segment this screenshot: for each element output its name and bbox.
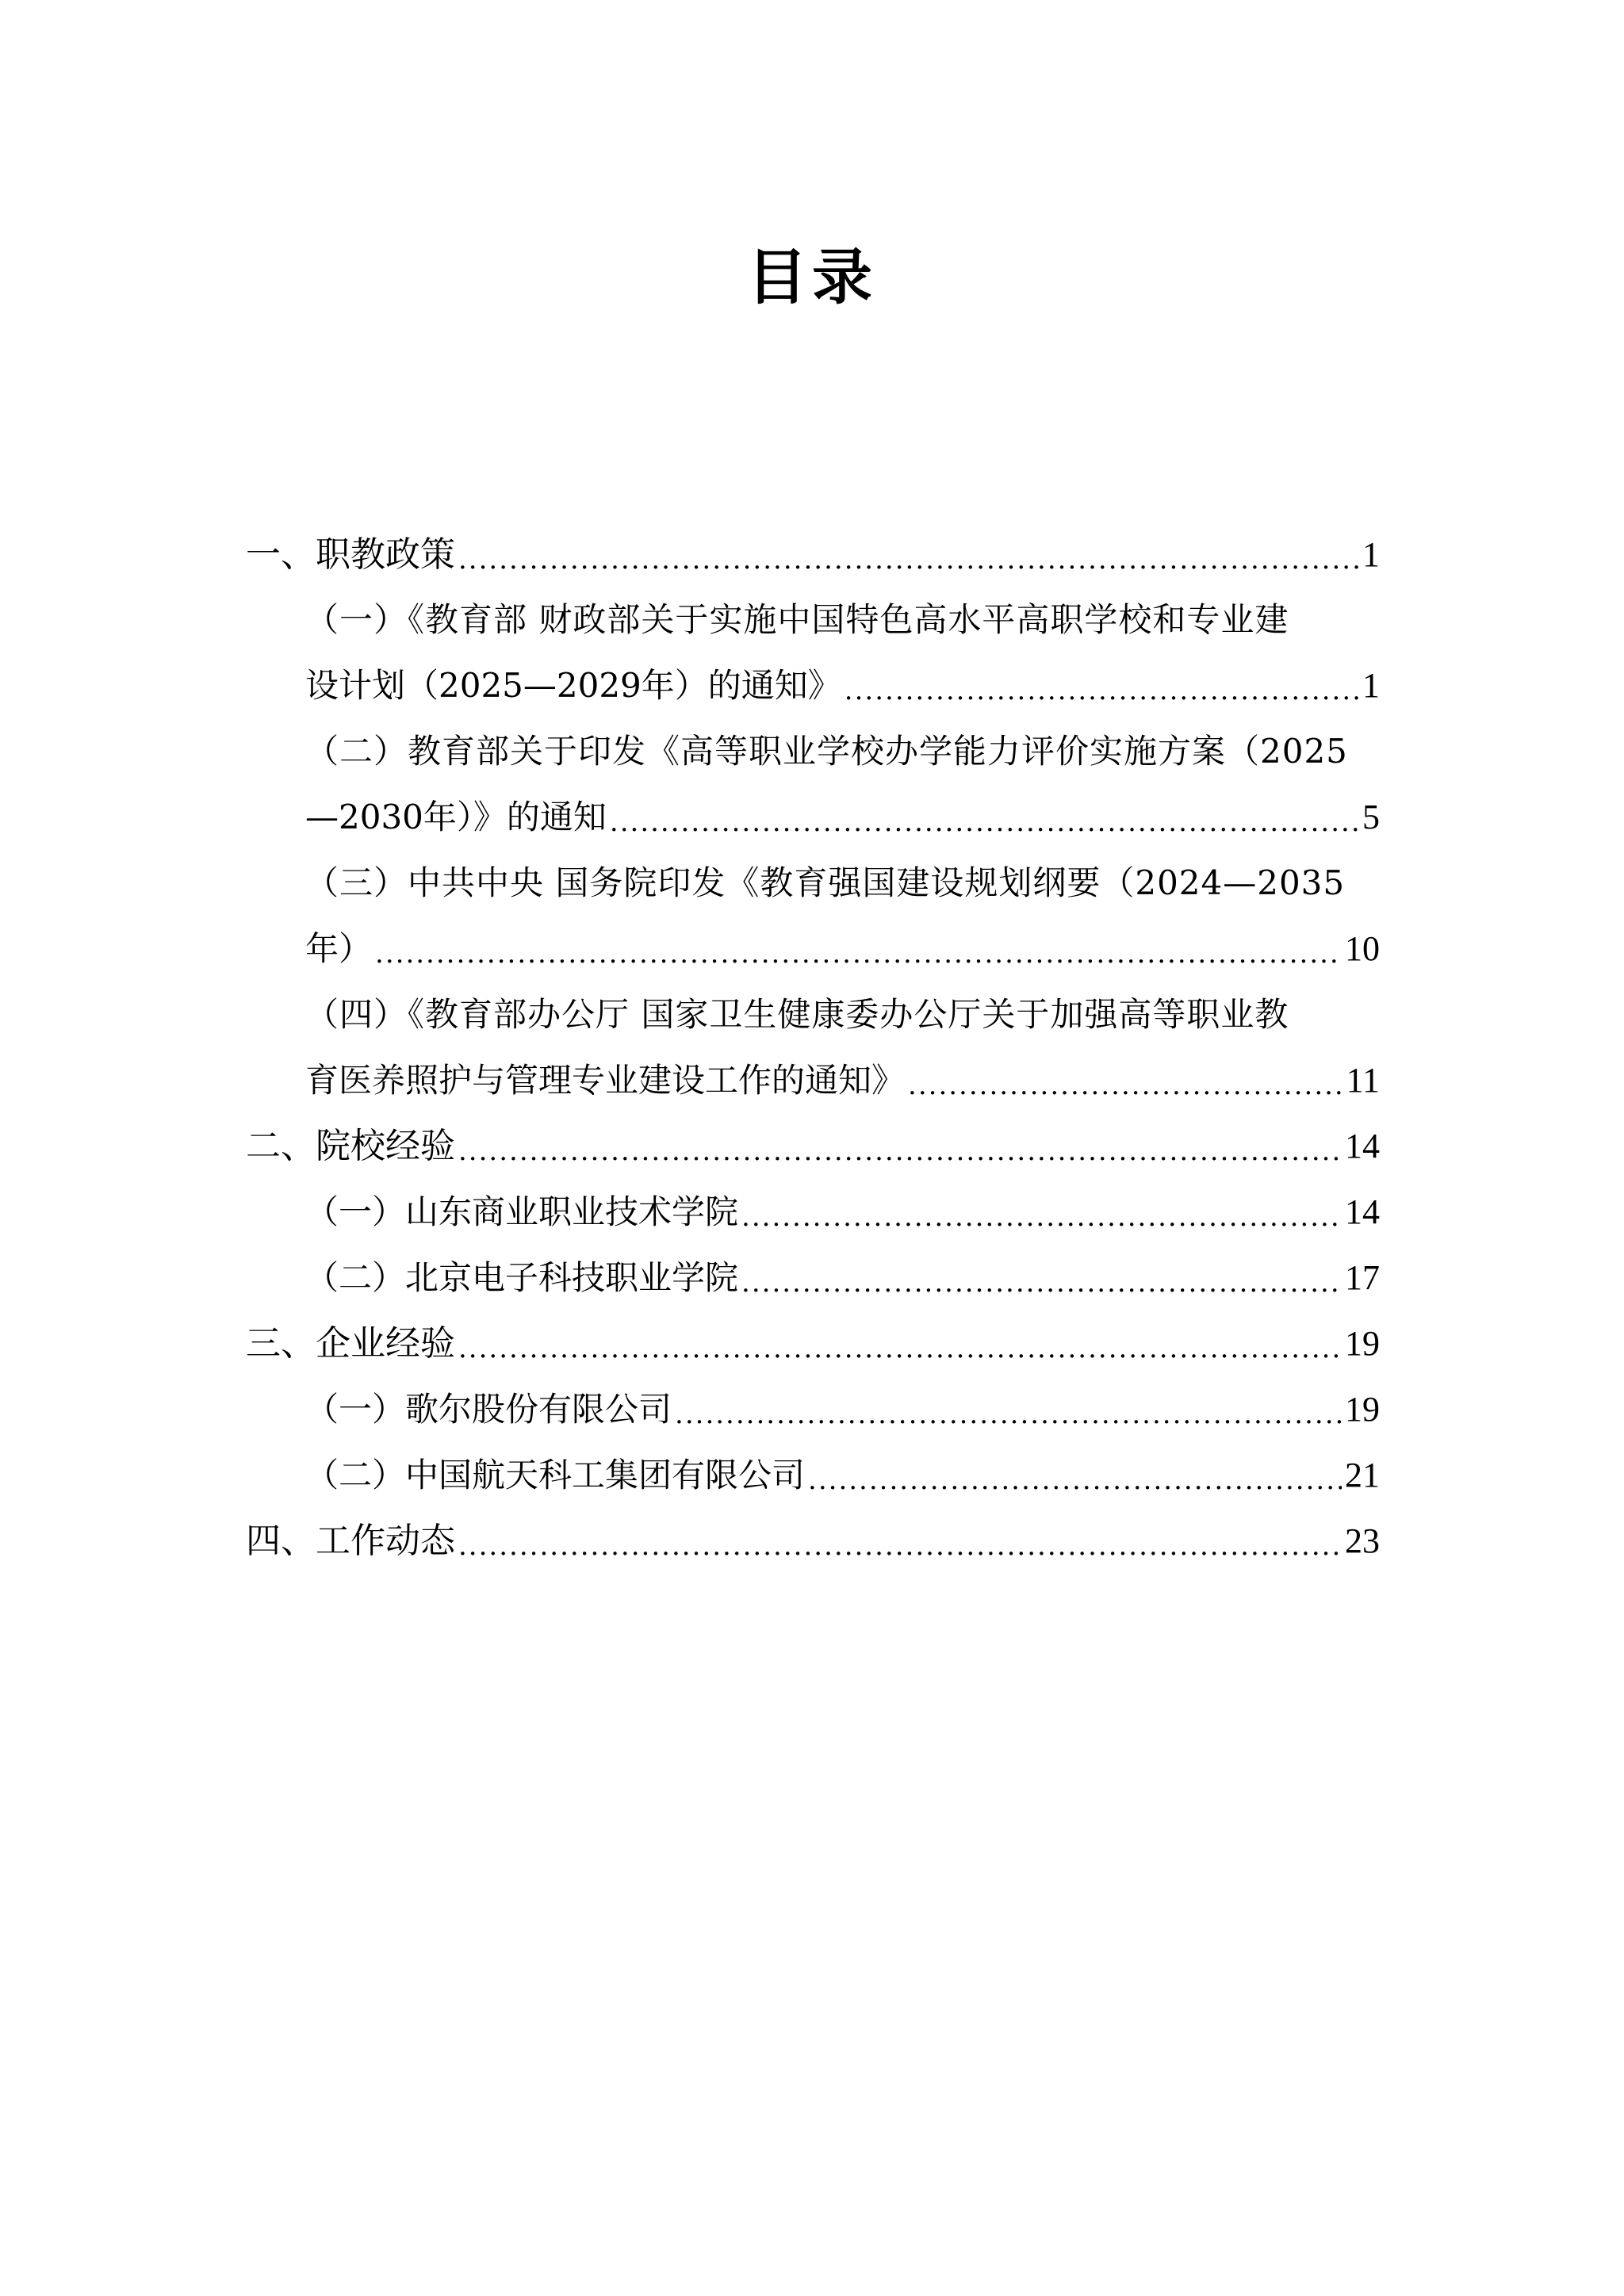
toc-entry-line[interactable]: （二）教育部关于印发《高等职业学校办学能力评价实施方案（2025 [305,732,1348,771]
toc-page-number: 5 [1362,798,1380,836]
toc-entry-label: 设计划（2025—2029年）的通知》 [305,666,841,705]
toc-page-number: 19 [1345,1324,1380,1363]
toc-entry-section-2[interactable] [246,1121,1380,1172]
toc-page-number: 11 [1346,1061,1380,1100]
toc-entry-line[interactable]: （三）中共中央 国务院印发《教育强国建设规划纲要（2024—2035 [305,863,1346,902]
toc-entry-label: —2030年）》的通知 [305,798,607,836]
toc-page-number: 19 [1345,1390,1380,1429]
toc-page-number: 23 [1345,1521,1380,1560]
toc-entry-label: 年） [305,929,373,968]
toc-page-number: 17 [1345,1258,1380,1297]
toc-entry-subsection-3-1[interactable] [246,1384,1380,1435]
toc-leader-dots [675,1394,1342,1435]
toc-entry-line[interactable]: （四）《教育部办公厅 国家卫生健康委办公厅关于加强高等职业教 [305,995,1289,1034]
toc-entry-section-4[interactable] [246,1516,1380,1567]
toc-entry-subsection-2-2[interactable] [246,1253,1380,1303]
toc-entry-subsection-1-1[interactable] [246,660,1380,711]
toc-entry-label: 四、工作动态 [246,1521,455,1561]
page-title: 目录 [747,242,877,312]
toc-leader-dots [610,802,1359,843]
toc-page-number: 10 [1345,929,1380,968]
toc-entry-subsection-1-3[interactable] [246,924,1380,974]
toc-entry-subsection-3-2[interactable] [246,1450,1380,1501]
toc-leader-dots [458,1525,1342,1567]
toc-entry-label: 育医养照护与管理专业建设工作的通知》 [305,1061,906,1100]
toc-entry-label: 一、职教政策 [246,534,455,575]
toc-entry-subsection-1-4[interactable] [246,1055,1380,1106]
toc-entry-subsection-2-1[interactable] [246,1187,1380,1238]
toc-leader-dots [375,933,1342,974]
toc-leader-dots [908,1065,1343,1106]
toc-page-number: 21 [1345,1456,1380,1494]
toc-entry-label: （二）北京电子科技职业学院 [305,1258,739,1297]
toc-entry-label: （二）中国航天科工集团有限公司 [305,1456,806,1494]
toc-entry-label: 三、企业经验 [246,1323,455,1364]
toc-page-number: 14 [1345,1192,1380,1231]
toc-entry-label: （一）歌尔股份有限公司 [305,1390,672,1429]
toc-leader-dots [458,1328,1342,1369]
toc-leader-dots [741,1196,1342,1238]
toc-leader-dots [458,539,1359,580]
toc-entry-line[interactable]: （一）《教育部 财政部关于实施中国特色高水平高职学校和专业建 [305,600,1289,639]
toc-page-number: 1 [1362,535,1380,574]
toc-entry-section-3[interactable] [246,1318,1380,1369]
toc-leader-dots [458,1131,1342,1172]
toc-leader-dots [845,670,1359,711]
toc-leader-dots [741,1262,1342,1303]
toc-page-number: 1 [1362,666,1380,705]
toc-entry-subsection-1-2[interactable] [246,792,1380,843]
toc-entry-label: （一）山东商业职业技术学院 [305,1192,739,1231]
toc-leader-dots [808,1460,1342,1501]
toc-entry-label: 二、院校经验 [246,1126,455,1166]
table-of-contents [246,0,1380,2296]
toc-entry-section-1[interactable] [246,530,1380,580]
toc-page-number: 14 [1345,1127,1380,1165]
